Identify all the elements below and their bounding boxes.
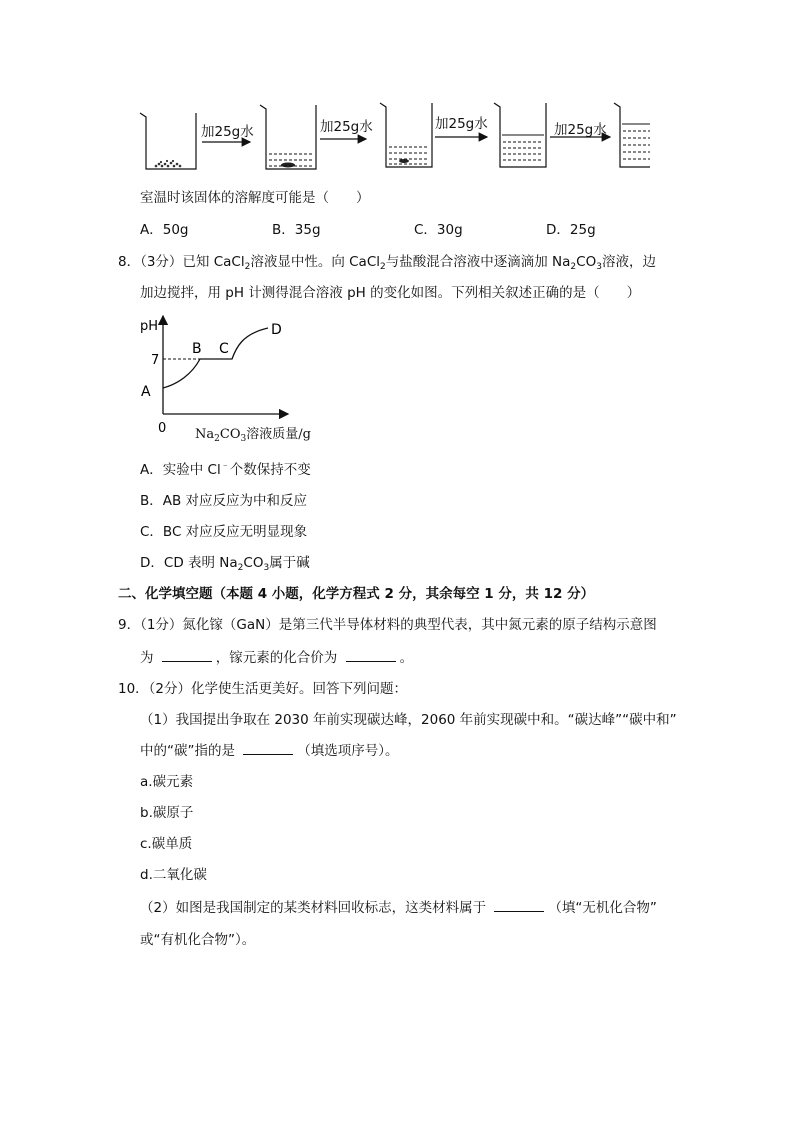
q8-sub-4: 3 [596, 262, 602, 272]
q10-part2-line1 [140, 896, 657, 916]
q10-answer-blank-1[interactable] [243, 742, 293, 755]
q7-stem: 室温时该固体的溶解度可能是（ ） [140, 190, 370, 206]
add-water-label-4: 加25g水 [554, 122, 607, 138]
q8-option-d [140, 551, 310, 573]
q10-choice-d: d.二氧化碳 [140, 867, 207, 883]
ph-graph-point-d: D [271, 322, 282, 338]
q9-line2 [140, 646, 413, 666]
beaker-5 [614, 103, 650, 167]
ph-graph-y-label: pH [140, 319, 159, 334]
q8-sub-2: 2 [380, 262, 386, 272]
ph-graph-x-label [195, 423, 311, 444]
q8-line2: 加边搅拌，用 pH 计测得混合溶液 pH 的变化如图。下列相关叙述正确的是（ ） [140, 285, 641, 301]
add-water-label-3: 加25g水 [435, 116, 488, 132]
q7-option-d: D．25g [546, 222, 596, 238]
q8-option-c: C．BC 对应反应无明显现象 [140, 524, 308, 540]
q8-score: （3分） [140, 254, 183, 270]
q8-line1 [118, 250, 656, 272]
q7-option-a: A．50g [140, 222, 189, 238]
ph-graph-x-label-sub3: 3 [240, 434, 247, 444]
ph-graph-x-label-co: CO [219, 427, 241, 442]
q8-option-a-sup: ﹣ [220, 461, 230, 471]
q9-answer-blank-2[interactable] [346, 649, 396, 662]
q8-option-d-text-3: 属于碱 [269, 555, 310, 571]
section-2-title: 二、化学填空题（本题 4 小题，化学方程式 2 分，其余每空 1 分，共 12 分） [118, 586, 595, 602]
q8-text-5: 溶液，边 [601, 254, 656, 270]
ph-graph-x-label-na: Na [195, 427, 215, 442]
q8-option-b: B．AB 对应反应为中和反应 [140, 493, 308, 509]
q9-line1: 9．（1分）氮化镓（GaN）是第三代半导体材料的典型代表，其中氮元素的原子结构示意图 [118, 617, 657, 633]
add-water-label-2: 加25g水 [320, 119, 373, 135]
q10-part1-text-2: （填选项序号）。 [297, 743, 399, 759]
q7-option-c: C．30g [414, 222, 463, 238]
q9-text-3: 。 [399, 650, 414, 666]
q8-option-d-text-2: CO [243, 555, 264, 571]
beaker-2 [260, 105, 316, 169]
beaker-1 [140, 113, 196, 169]
q10-part2-line2: 或“有机化合物”）。 [140, 932, 256, 948]
q8-option-d-sub2: 2 [237, 563, 244, 573]
q10-choice-b: b.碳原子 [140, 805, 194, 821]
q8-option-a-text-2: 个数保持不变 [229, 462, 311, 478]
ph-graph-x-label-text: 溶液质量/g [246, 427, 311, 442]
q8-option-d-text-1: D．CD 表明 Na [140, 555, 238, 571]
q10-part2-text-2: （填“无机化合物” [548, 900, 657, 916]
q10-answer-blank-2[interactable] [494, 899, 544, 912]
ph-graph-point-a: A [141, 384, 151, 400]
q8-sub-1: 2 [244, 262, 251, 272]
q10-part2-text-1: （2）如图是我国制定的某类材料回收标志，这类材料属于 [140, 900, 487, 916]
beaker-4 [494, 103, 546, 167]
q8-text-3: 与盐酸混合溶液中逐滴滴加 Na [385, 254, 571, 270]
ph-curve [163, 328, 268, 388]
q10-part1-line2 [140, 739, 399, 759]
q8-sub-3: 2 [570, 262, 577, 272]
q8-text-4: CO [576, 254, 597, 270]
q10-line1: 10．（2分）化学使生活更美好。回答下列问题： [118, 681, 408, 697]
add-water-label-1: 加25g水 [201, 124, 254, 140]
q8-text-2: 溶液显中性。向 CaCl [250, 254, 381, 270]
q10-part1-line1: （1）我国提出争取在 2030 年前实现碳达峰，2060 年前实现碳中和。“碳达峰”“碳中和” [140, 712, 677, 728]
beaker-3 [380, 103, 432, 167]
q8-option-d-sub3: 3 [263, 563, 270, 573]
q10-part1-text-1: 中的“碳”指的是 [140, 743, 235, 759]
q10-choice-c: c.碳单质 [140, 836, 193, 852]
q9-text-1: 为 [140, 650, 154, 666]
ph-graph-x-label-sub2: 2 [214, 434, 220, 444]
q9-text-2: ，镓元素的化合价为 [215, 650, 338, 666]
q9-answer-blank-1[interactable] [162, 649, 212, 662]
q8-option-a-text-1: A．实验中 Cl [140, 462, 221, 478]
ph-graph-y7-tick: 7 [151, 353, 160, 368]
q8-text-1: 已知 CaCl [182, 254, 245, 270]
ph-graph-point-c: C [219, 341, 229, 357]
ph-graph-origin: 0 [158, 421, 167, 436]
q8-number: 8． [118, 254, 141, 270]
ph-graph-point-b: B [192, 341, 202, 357]
q8-option-a [140, 458, 311, 478]
q7-option-b: B．35g [272, 222, 321, 238]
q10-choice-a: a.碳元素 [140, 774, 194, 790]
